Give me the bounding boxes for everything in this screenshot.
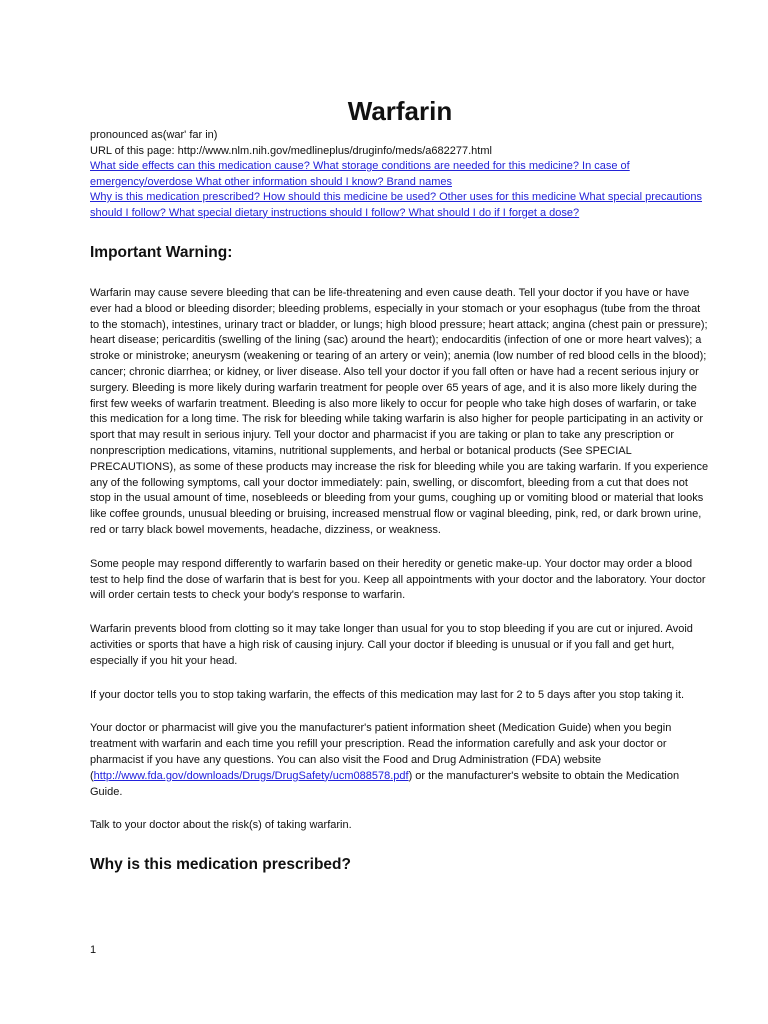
stop-taking-paragraph: If your doctor tells you to stop taking warfarin, the effects of this medication may last for 2 to 5 days after you stop taking it. (90, 688, 685, 701)
document-title: Warfarin (347, 96, 453, 126)
risk-paragraph: Talk to your doctor about the risk(s) of taking warfarin. (90, 819, 352, 832)
section-nav-link[interactable]: What side effects can this medication cause? What storage conditions are needed for this medicine? In case of emergency/overdose What other information should I know? Brand names (90, 160, 630, 188)
why-prescribed-heading: Why is this medication prescribed? (90, 856, 351, 874)
document-page (90, 0, 710, 875)
medication-guide-text-end: ) or the manufacturer's website to obtain the Medication Guide. (90, 769, 680, 798)
clotting-paragraph: Warfarin prevents blood from clotting so it may take longer than usual for you to stop bleeding if you are cut or injured. Avoid activities or sports that have a high risk of causing injury. Call your doctor if bleeding is unusual or if you fall and get hurt, especially if you hit your head. (90, 623, 693, 667)
nav-links-block-1 (90, 159, 710, 190)
nav-links-block-2 (90, 190, 710, 221)
page-number: 1 (90, 944, 97, 956)
medication-guide-paragraph (90, 721, 710, 800)
fda-medication-guide-link[interactable]: http://www.fda.gov/downloads/Drugs/DrugSafety/ucm088578.pdf (93, 769, 409, 782)
url-line: URL of this page: http://www.nlm.nih.gov/medlineplus/druginfo/meds/a682277.html (90, 144, 492, 157)
warning-paragraph: Warfarin may cause severe bleeding that can be life-threatening and even cause death. Tell your doctor if you have or have ever had a blood or bleeding disorder; bleeding problems, especially in your stomach or your esophagus (tube from the throat to the stomach), intestines, urinary tract or bladder, or lungs; high blood pressure; heart attack; angina (chest pain or pressure); heart disease; pericarditis (swelling of the lining (sac) around the heart); endocarditis (infection of one or more heart valves); a stroke or ministroke; aneurysm (weakening or tearing of an artery or vein); anemia (low number of red blood cells in the blood); cancer; chronic diarrhea; or kidney, or liver disease. Also tell your doctor if you fall often or have had a recent serious injury or surgery. Bleeding is more likely during warfarin treatment for people over 65 years of age, and it is also more likely during the first few weeks of warfarin treatment. Bleeding is also more likely to occur for people who take high doses of warfarin, or take this medication for a long time. The risk for bleeding while taking warfarin is also higher for people participating in an activity or sport that may result in serious injury. Tell your doctor and pharmacist if you are taking or plan to take any prescription or nonprescription medications, vitamins, nutritional supplements, and herbal or botanical products (See SPECIAL PRECAUTIONS), as some of these products may increase the risk for bleeding while you are taking warfarin. If you experience any of the following symptoms, call your doctor immediately: pain, swelling, or discomfort, bleeding from a cut that does not stop in the usual amount of time, nosebleeds or bleeding from your gums, coughing up or vomiting blood or material that looks like coffee grounds, unusual bleeding or bruising, increased menstrual flow or vaginal bleeding, pink, red, or dark brown urine, red or tarry black bowel movements, headache, dizziness, or weakness. (90, 287, 709, 536)
heredity-paragraph: Some people may respond differently to warfarin based on their heredity or genetic make-up. Your doctor may order a blood test to help find the dose of warfarin that is best for you. Keep all appointments with your doctor and the laboratory. Your doctor will order certain tests to check your body's response to warfarin. (90, 557, 706, 602)
medication-guide-text-start: Your doctor or pharmacist will give you the manufacturer's patient information sheet (Medication Guide) when you begin treatment with warfarin and each time you refill your prescription. Read the information carefully and ask your doctor or pharmacist if you have any questions. You can also visit the Food and Drug Administration (FDA) website ( (90, 722, 672, 782)
pronunciation-text: pronounced as(war' far in) (90, 129, 218, 141)
section-nav-link[interactable]: Why is this medication prescribed? How should this medicine be used? Other uses for this medicine What special precautions should I follow? What special dietary instructions should I follow? What should I do if I forget a dose? (90, 191, 703, 219)
important-warning-heading: Important Warning: (90, 244, 233, 261)
document-meta (90, 128, 710, 221)
